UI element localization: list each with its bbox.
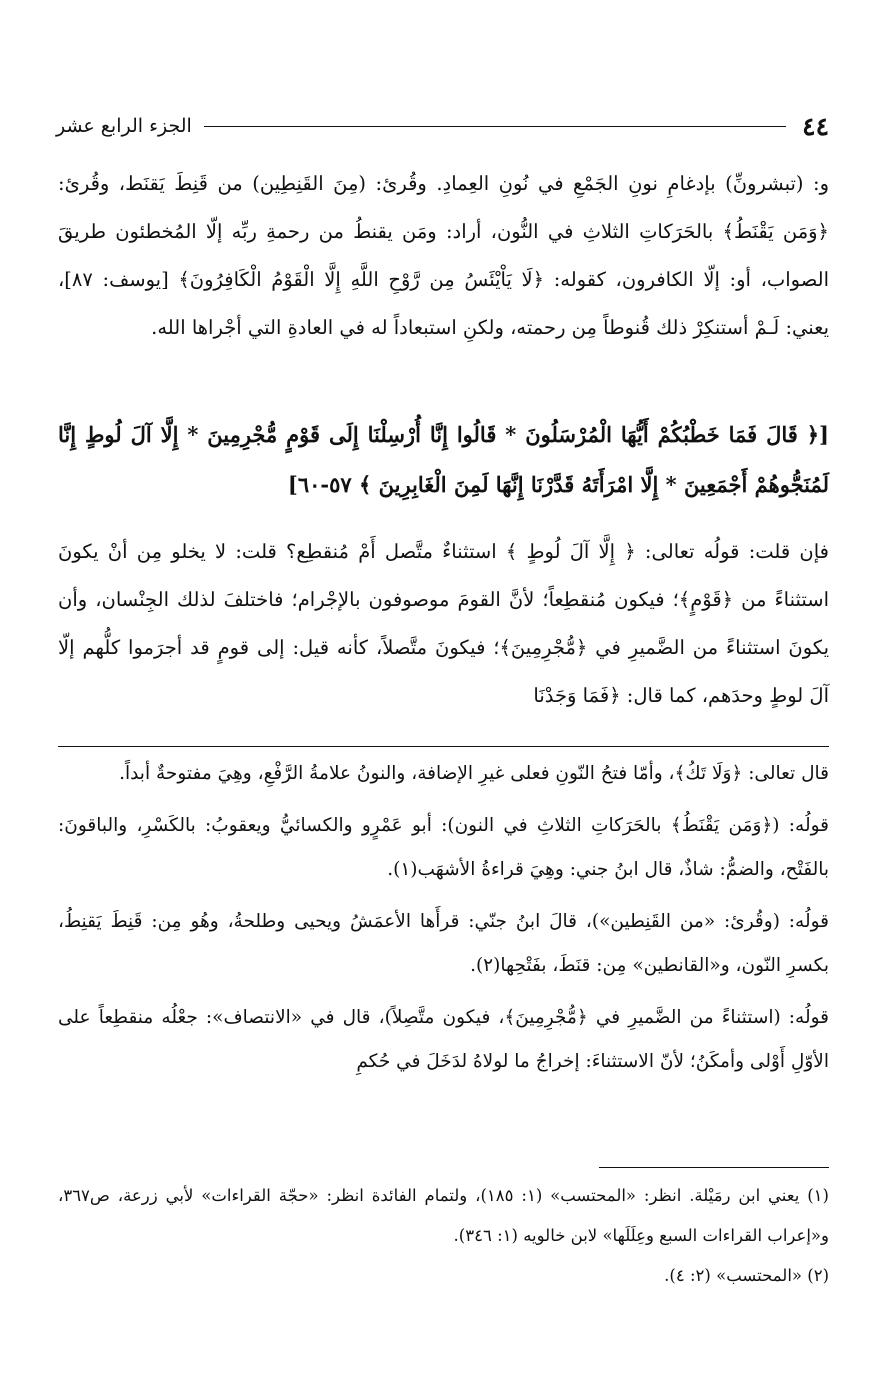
running-header	[56, 104, 829, 148]
commentary-paragraph: قولُه: (وقُرئ: «من القَنِطين»)، قالَ ابنُ جنّي: قرأَها الأعمَشُ ويحيى وطلحةُ، وهُو مِن: قَنِطَ يَقنِطُ، بكسرِ النّون، و«القانطين» مِن: قنَطَ، بفَتْحِها(٢).	[58, 911, 829, 976]
question-paragraph: فإن قلت: قولُه تعالى: ﴿ إِلَّا آلَ لُوطٍ ﴾ استثناءٌ متَّصل أَمْ مُنقطِع؟ قلت: لا يخلو مِن أنْ يكونَ استثناءً من ﴿قَوْمٍ﴾؛ فيكون مُنقطِعاً؛ لأنَّ القومَ موصوفون بالإجْرام؛ فاختلفَ لذلك الجِنْسان، وأن يكونَ استثناءً من الضَّميرِ في ﴿مُّجْرِمِينَ﴾؛ فيكونَ متَّصلاً، كأنه قيل: إلى قومٍ قد أجرَموا كلُّهم إلّا آلَ لوطٍ وحدَهم، كما قال: ﴿فَمَا وَجَدْنَا	[58, 540, 829, 707]
footnote: (١) يعني ابن رمَيْلة. انظر: «المحتسب» (١: ١٨٥)، ولتمام الفائدة انظر: «حجّة القراءات» لأبي زرعة، ص٣٦٧، و«إعراب القراءات السبع وعِلَلَها» لابن خالويه (١: ٣٤٦).	[58, 1186, 829, 1245]
part-title: الجزء الرابع عشر	[56, 115, 192, 137]
quran-verse: [﴿ قَالَ فَمَا خَطْبُكُمْ أَيُّهَا الْمُرْسَلُونَ * قَالُوا إِنَّا أُرْسِلْنَا إِلَى قَوْمٍ مُّجْرِمِينَ * إِلَّا آلَ لُوطٍ إِنَّا لَمُنَجُّوهُمْ أَجْمَعِينَ * إِلَّا امْرَأَتَهُ قَدَّرْنَا إِنَّهَا لَمِنَ الْغَابِرِينَ ﴾ ٥٧-٦٠]	[58, 422, 829, 497]
main-text	[58, 160, 829, 352]
commentary-paragraph: قال تعالى: ﴿وَلَا تَكُ﴾، وأمّا فتحُ النّونِ فعلى غيرِ الإضافة، والنونُ علامةُ الرَّفْعِ، وهِيَ مفتوحةٌ أبداً.	[119, 763, 829, 784]
commentary	[58, 752, 829, 1092]
commentary-paragraph: قولُه: (استثناءً من الضَّميرِ في ﴿مُّجْرِمِينَ﴾، فيكون متَّصِلاً)، قال في «الانتصاف»: جعْلُه منقطِعاً على الأوّلِ أَوْلى وأمكَنُ؛ لأنّ الاستثناءَ: إخراجُ ما لولاهُ لدَخَلَ في حُكمِ	[58, 1007, 829, 1072]
footnote: (٢) «المحتسب» (٢: ٤).	[664, 1266, 829, 1285]
question-section	[58, 528, 829, 720]
footnotes	[58, 1176, 829, 1296]
commentary-divider	[58, 746, 829, 747]
commentary-paragraph: قولُه: (﴿وَمَن يَقْنَطُ﴾ بالحَرَكاتِ الثلاثِ في النون): أبو عَمْرٍو والكسائيُّ ويعقوبُ: بالكَسْرِ، والباقونَ: بالفَتْح، والضمُّ: شاذٌ، قال ابنُ جني: وهِيَ قراءةُ الأشهَب(١).	[58, 815, 829, 880]
footnote-rule	[599, 1167, 829, 1168]
header-rule	[204, 126, 786, 127]
quran-verse-block	[58, 410, 829, 510]
page-number: ٤٤	[802, 111, 829, 141]
main-paragraph: و: (تبشرونِّ) بإدغامِ نونِ الجَمْعِ في نُونِ العِمادِ. وقُرئ: (مِنَ القَنِطِين) من قَنِطَ يَقنَط، وقُرئ: ﴿وَمَن يَقْنَطُ﴾ بالحَرَكاتِ الثلاثِ في النُّون، أراد: ومَن يقنطُ من رحمةِ ربِّه إلّا المُخطئون طريقَ الصواب، أو: إلّا الكافرون، كقوله: ﴿لَا يَاْيْئَسُ مِن رَّوْحِ اللَّهِ إِلَّا الْقَوْمُ الْكَافِرُونَ﴾ [يوسف: ٨٧]، يعني: لَـمْ أستنكِرْ ذلك قُنوطاً مِن رحمته، ولكنِ استبعاداً له في العادةِ التي أجْراها الله.	[58, 172, 829, 339]
